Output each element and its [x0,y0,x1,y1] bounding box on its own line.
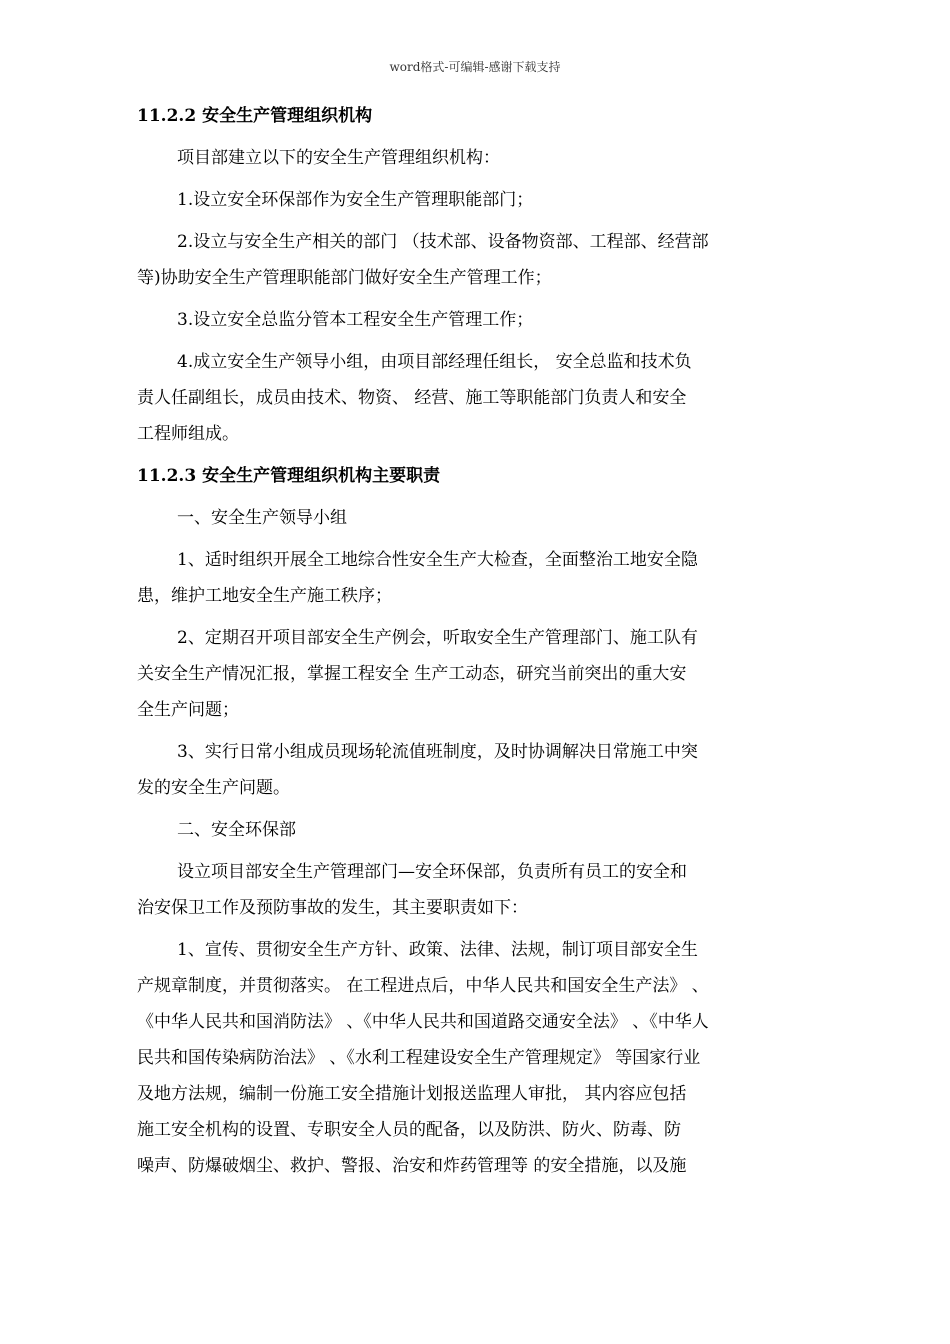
paragraph-line: 责人任副组长，成员由技术、物资、 经营、施工等职能部门负责人和安全 [137,388,687,408]
subsection-title: 一、安全生产领导小组 [177,508,347,528]
paragraph-line: 4.成立安全生产领导小组，由项目部经理任组长， 安全总监和技术负 [177,352,692,372]
paragraph-line: 2、定期召开项目部安全生产例会，听取安全生产管理部门、施工队有 [177,628,698,648]
paragraph-line: 3.设立安全总监分管本工程安全生产管理工作； [177,310,534,330]
paragraph-line: 治安保卫工作及预防事故的发生，其主要职责如下： [137,898,528,918]
paragraph-line: 噪声、防爆破烟尘、救护、警报、治安和炸药管理等 的安全措施，以及施 [137,1156,687,1176]
paragraph-line: 及地方法规，编制一份施工安全措施计划报送监理人审批， 其内容应包括 [137,1084,687,1104]
paragraph-line: 关安全生产情况汇报，掌握工程安全 生产工动态，研究当前突出的重大安 [137,664,687,684]
section-heading: 11.2.2 安全生产管理组织机构 [137,106,373,126]
paragraph-line: 全生产问题； [137,700,239,720]
paragraph-line: 患，维护工地安全生产施工秩序； [137,586,392,606]
paragraph-line: 1、宣传、贯彻安全生产方针、政策、法律、法规，制订项目部安全生 [177,940,698,960]
subsection-title: 二、安全环保部 [177,820,296,840]
paragraph-line: 等)协助安全生产管理职能部门做好安全生产管理工作； [137,268,552,288]
paragraph-line: 《中华人民共和国消防法》 、《中华人民共和国道路交通安全法》 、《中华人 [137,1012,709,1032]
paragraph-line: 发的安全生产问题。 [137,778,290,798]
paragraph-line: 1.设立安全环保部作为安全生产管理职能部门； [177,190,534,210]
paragraph-line: 项目部建立以下的安全生产管理组织机构： [177,148,500,168]
paragraph-line: 3、实行日常小组成员现场轮流值班制度，及时协调解决日常施工中突 [177,742,698,762]
page-header: word格式-可编辑-感谢下载支持 [389,60,561,74]
paragraph-line: 2.设立与安全生产相关的部门 （技术部、设备物资部、工程部、经营部 [177,232,709,252]
paragraph-line: 民共和国传染病防治法》 、《水利工程建设安全生产管理规定》 等国家行业 [137,1048,701,1068]
paragraph-line: 施工安全机构的设置、专职安全人员的配备，以及防洪、防火、防毒、防 [137,1120,681,1140]
document-body [137,98,817,1184]
paragraph-line: 设立项目部安全生产管理部门—安全环保部，负责所有员工的安全和 [177,862,687,882]
paragraph-line: 工程师组成。 [137,424,239,444]
paragraph-line: 1、适时组织开展全工地综合性安全生产大检查，全面整治工地安全隐 [177,550,698,570]
paragraph-line: 产规章制度，并贯彻落实。 在工程进点后，中华人民共和国安全生产法》 、 [137,976,709,996]
section-heading: 11.2.3 安全生产管理组织机构主要职责 [137,466,441,486]
